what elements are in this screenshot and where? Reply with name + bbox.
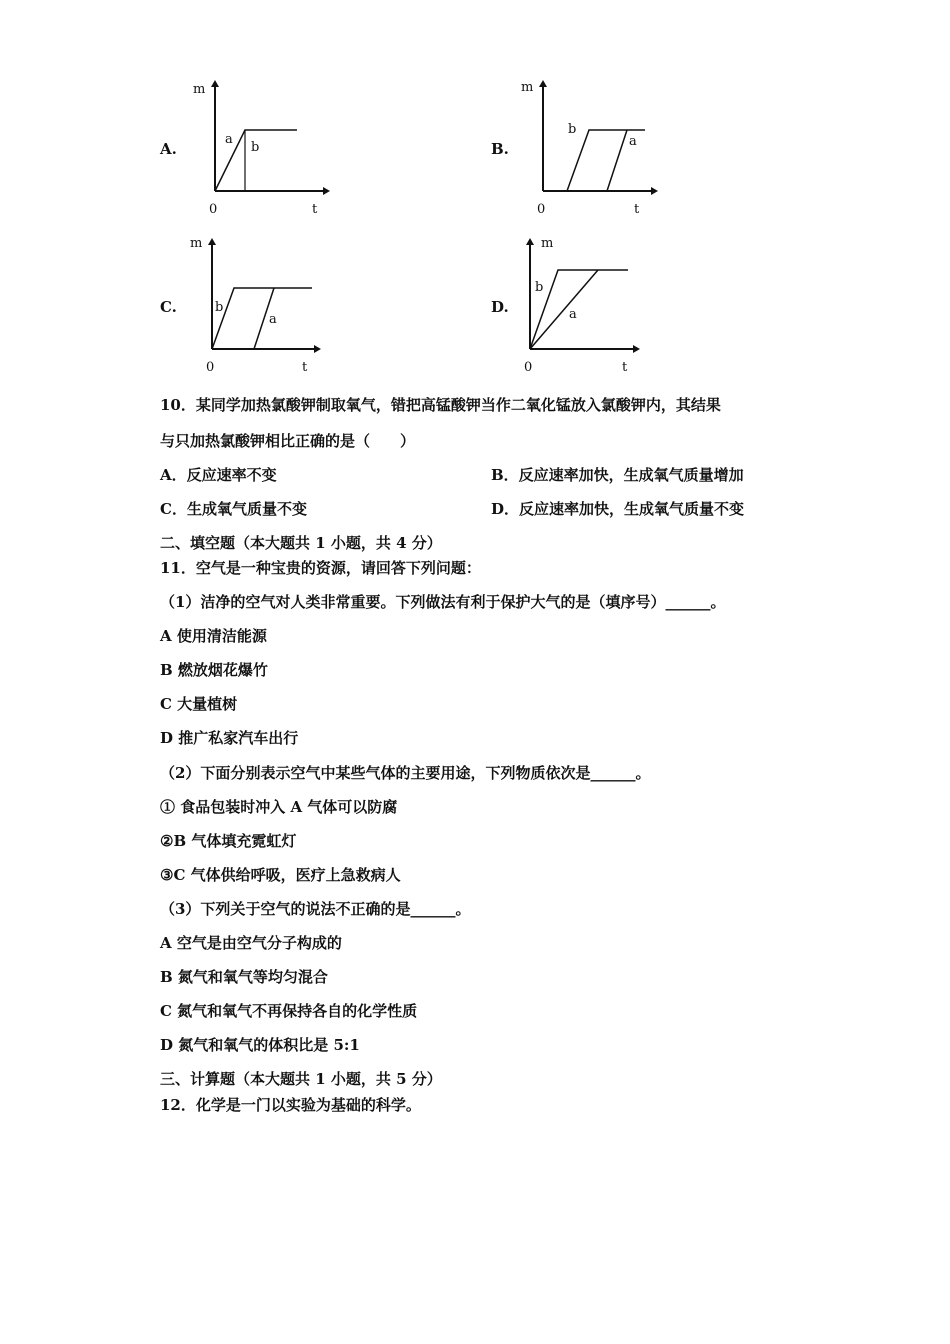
y-axis-label: m (521, 80, 534, 95)
q10-line2: 与只加热氯酸钾相比正确的是（ ） (160, 432, 416, 450)
q11-part3-option-a: A 空气是由空气分子构成的 (160, 934, 342, 952)
q11-part3-option-d: D 氮气和氧气的体积比是 5:1 (160, 1036, 360, 1054)
x-axis-label: t (312, 202, 318, 217)
q11-part3: （3）下列关于空气的说法不正确的是______。 (160, 900, 471, 918)
y-axis-label: m (541, 236, 554, 251)
origin-label: 0 (209, 202, 218, 217)
q11-part1-option-d: D 推广私家汽车出行 (160, 729, 299, 747)
curve-b-label: b (568, 122, 577, 137)
q11-part1: （1）洁净的空气对人类非常重要。下列做法有利于保护大气的是（填序号）______。 (160, 593, 726, 611)
section-3-heading: 三、计算题（本大题共 1 小题，共 5 分） (160, 1070, 442, 1088)
graph-d (500, 233, 650, 382)
curve-a-label: a (225, 132, 233, 147)
curve-a (607, 130, 627, 191)
x-axis-arrow (323, 187, 330, 195)
origin-label: 0 (537, 202, 546, 217)
x-axis-label: t (622, 360, 628, 375)
q10-option-a: A．反应速率不变 (160, 466, 277, 484)
graph-c-label: C. (160, 298, 177, 316)
q11-part2-item2: ②B 气体填充霓虹灯 (160, 832, 297, 850)
y-axis-label: m (190, 236, 203, 251)
curve-b (212, 288, 312, 349)
y-axis-arrow (211, 80, 219, 87)
q11-part3-option-b: B 氮气和氧气等均匀混合 (160, 968, 328, 986)
graph-d-label: D. (491, 298, 509, 316)
q11-part2-item1: ① 食品包装时冲入 A 气体可以防腐 (160, 798, 398, 816)
q10-line1: 10．某同学加热氯酸钾制取氧气，错把高锰酸钾当作二氧化锰放入氯酸钾内，其结果 (160, 396, 721, 414)
q10-option-b: B．反应速率加快，生成氧气质量增加 (491, 466, 744, 484)
graph-a (185, 75, 335, 224)
y-axis-label: m (193, 82, 206, 97)
q11-part3-option-c: C 氮气和氧气不再保持各自的化学性质 (160, 1002, 418, 1020)
graph-c (182, 233, 332, 382)
q10-option-c: C．生成氧气质量不变 (160, 500, 307, 518)
x-axis-label: t (302, 360, 308, 375)
q11-stem: 11．空气是一种宝贵的资源，请回答下列问题： (160, 559, 481, 577)
curve-a-label: a (269, 312, 277, 327)
x-axis-label: t (634, 202, 640, 217)
q11-part1-option-c: C 大量植树 (160, 695, 238, 713)
curve-b-label: b (251, 140, 260, 155)
q11-part2: （2）下面分别表示空气中某些气体的主要用途，下列物质依次是______。 (160, 764, 651, 782)
origin-label: 0 (206, 360, 215, 375)
graph-b (513, 75, 663, 224)
q12-stem: 12．化学是一门以实验为基础的科学。 (160, 1096, 421, 1114)
curve-b (530, 270, 628, 349)
section-2-heading: 二、填空题（本大题共 1 小题，共 4 分） (160, 534, 442, 552)
curve-a-label: a (569, 307, 577, 322)
origin-label: 0 (524, 360, 533, 375)
graph-a-label: A. (160, 140, 177, 158)
q11-part1-option-b: B 燃放烟花爆竹 (160, 661, 268, 679)
graph-b-label: B. (491, 140, 509, 158)
q10-option-d: D．反应速率加快，生成氧气质量不变 (491, 500, 745, 518)
curve-a-label: a (629, 134, 637, 149)
q11-part2-item3: ③C 气体供给呼吸，医疗上急救病人 (160, 866, 401, 884)
curve-b-label: b (215, 300, 224, 315)
curve-b-label: b (535, 280, 544, 295)
q11-part1-option-a: A 使用清洁能源 (160, 627, 267, 645)
